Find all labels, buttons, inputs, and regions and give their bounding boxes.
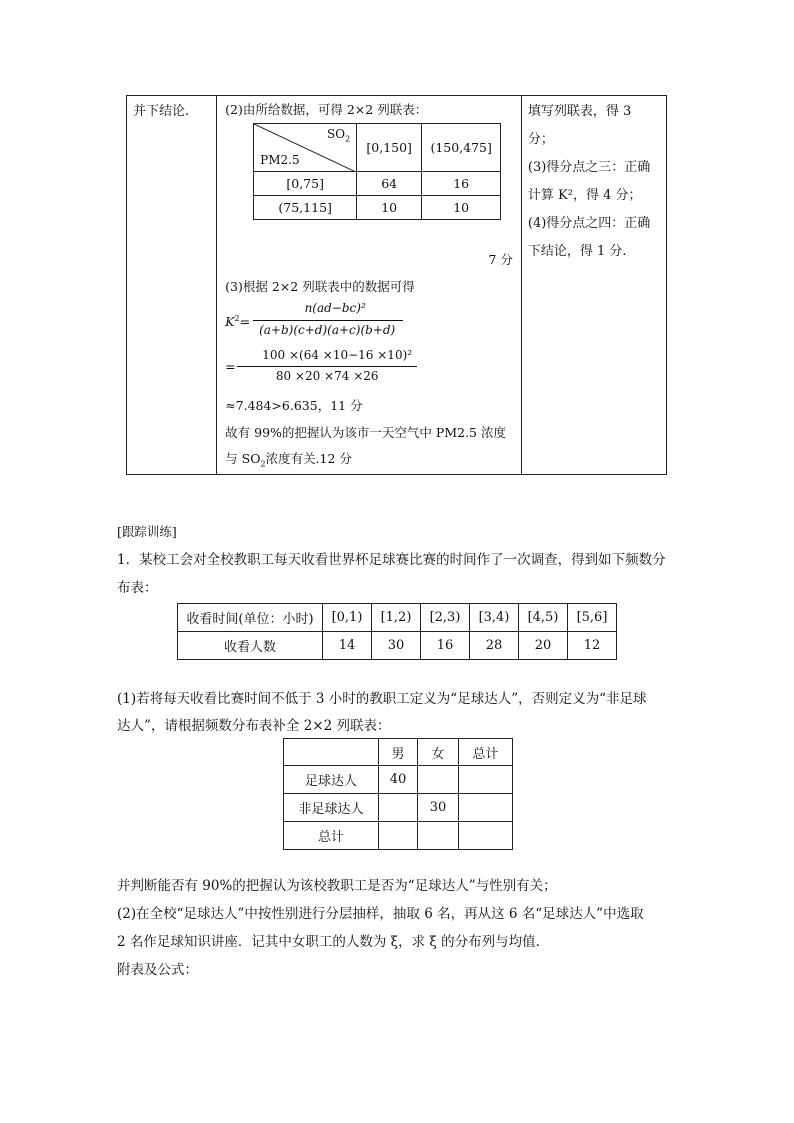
cell [459, 794, 513, 822]
q1-line-1: 1．某校工会对全校教职工每天收看世界杯足球赛比赛的时间作了一次调查，得到如下频数分 [117, 552, 666, 568]
table-row [254, 196, 501, 220]
header-cell: 男 [379, 739, 418, 766]
table-row [284, 739, 513, 766]
cell: 30 [418, 794, 459, 822]
cell: 40 [379, 766, 418, 794]
solution-main-cell [217, 96, 522, 475]
cell [418, 766, 459, 794]
formula-numerator: n(ad−bc)² [304, 301, 366, 315]
header-cell: [5,6] [568, 604, 617, 632]
cell: 30 [372, 632, 421, 660]
cell [379, 822, 418, 850]
scoring-notes-cell [521, 96, 666, 475]
col-header-so2: $SO_2$ [327, 127, 351, 144]
row-label: [0,75] [254, 172, 357, 196]
col-header-2: (150,475] [422, 124, 501, 172]
gender-contingency-table [283, 738, 513, 850]
cell [459, 766, 513, 794]
step3-intro: (3)根据 2×2 列联表中的数据可得 [225, 279, 415, 294]
header-cell: 女 [418, 739, 459, 766]
score-note: 下结论，得 1 分. [527, 244, 627, 259]
header-cell: [1,2) [372, 604, 421, 632]
cell: 28 [470, 632, 519, 660]
cell [418, 822, 459, 850]
cell: 10 [422, 196, 501, 220]
approx-result: ≈7.484>6.635，11 分 [225, 398, 363, 413]
part1-end: 并判断能否有 90%的把握认为该校教职工是否为“足球达人”与性别有关； [117, 878, 557, 894]
cell: 10 [357, 196, 422, 220]
cell: 16 [421, 632, 470, 660]
cell: 16 [422, 172, 501, 196]
header-cell: [2,3) [421, 604, 470, 632]
col-header-1: [0,150] [357, 124, 422, 172]
score-7: 7 分 [488, 252, 513, 267]
cell: 64 [357, 172, 422, 196]
cell: 14 [323, 632, 372, 660]
conclusion-line-2: 与 $SO_2$浓度有关.12 分 [225, 451, 352, 469]
solution-left-cell [127, 96, 217, 475]
cell: 12 [568, 632, 617, 660]
calc-denominator: 80 ×20 ×74 ×26 [275, 369, 379, 383]
contingency-table [253, 123, 501, 220]
cell: 20 [519, 632, 568, 660]
conclusion-line-1: 故有 99%的把握认为该市一天空气中 PM2.5 浓度 [225, 425, 506, 440]
part2-line-1: (2)在全校“足球达人”中按性别进行分层抽样，抽取 6 名，再从这 6 名“足球达人”中选取 [117, 906, 644, 922]
calc-equals: = [225, 359, 236, 374]
part2-line-2: 2 名作足球知识讲座．记其中女职工的人数为 ξ，求 ξ 的分布列与均值． [117, 934, 550, 950]
row-label: 足球达人 [284, 766, 379, 794]
calc-fraction-bar [237, 366, 417, 367]
cell [459, 822, 513, 850]
table-row [178, 632, 617, 660]
q1-line-2: 布表： [117, 580, 158, 596]
left-label: 并下结论. [133, 104, 190, 119]
practice-heading: [跟踪训练] [117, 524, 177, 539]
header-cell: 收看时间(单位：小时) [178, 604, 323, 632]
table-row [284, 766, 513, 794]
diagonal-header-cell [254, 124, 357, 172]
part1-line-1: (1)若将每天收看比赛时间不低于 3 小时的教职工定义为“足球达人”，否则定义为“非足球 [117, 691, 647, 707]
header-cell [284, 739, 379, 766]
table-row [284, 794, 513, 822]
score-note: (3)得分点之三：正确 [527, 160, 651, 175]
calc-numerator: 100 ×(64 ×10−16 ×10)² [262, 348, 413, 362]
row-label: 非足球达人 [284, 794, 379, 822]
cell [379, 794, 418, 822]
header-cell: [0,1) [323, 604, 372, 632]
table-row [284, 822, 513, 850]
score-note: 填写列联表，得 3 分； [527, 104, 632, 147]
score-note: (4)得分点之四：正确 [527, 216, 651, 231]
table-row [254, 172, 501, 196]
row-header-pm25: PM2.5 [260, 153, 300, 167]
header-cell: [4,5) [519, 604, 568, 632]
row-label: 收看人数 [178, 632, 323, 660]
header-cell: [3,4) [470, 604, 519, 632]
frequency-table [177, 603, 617, 660]
row-label: (75,115] [254, 196, 357, 220]
row-label: 总计 [284, 822, 379, 850]
formula-denominator: (a+b)(c+d)(a+c)(b+d) [259, 323, 396, 337]
appendix-label: 附表及公式： [117, 962, 198, 978]
formula-fraction-bar [253, 320, 403, 321]
solution-table [126, 95, 667, 475]
table-row [178, 604, 617, 632]
part1-line-2: 达人”，请根据频数分布表补全 2×2 列联表： [117, 718, 391, 734]
header-cell: 总计 [459, 739, 513, 766]
score-note: 计算 K²，得 4 分； [527, 188, 642, 203]
k2-symbol: $K^2=$ [225, 314, 251, 330]
step2-intro: (2)由所给数据，可得 2×2 列联表： [225, 102, 428, 117]
